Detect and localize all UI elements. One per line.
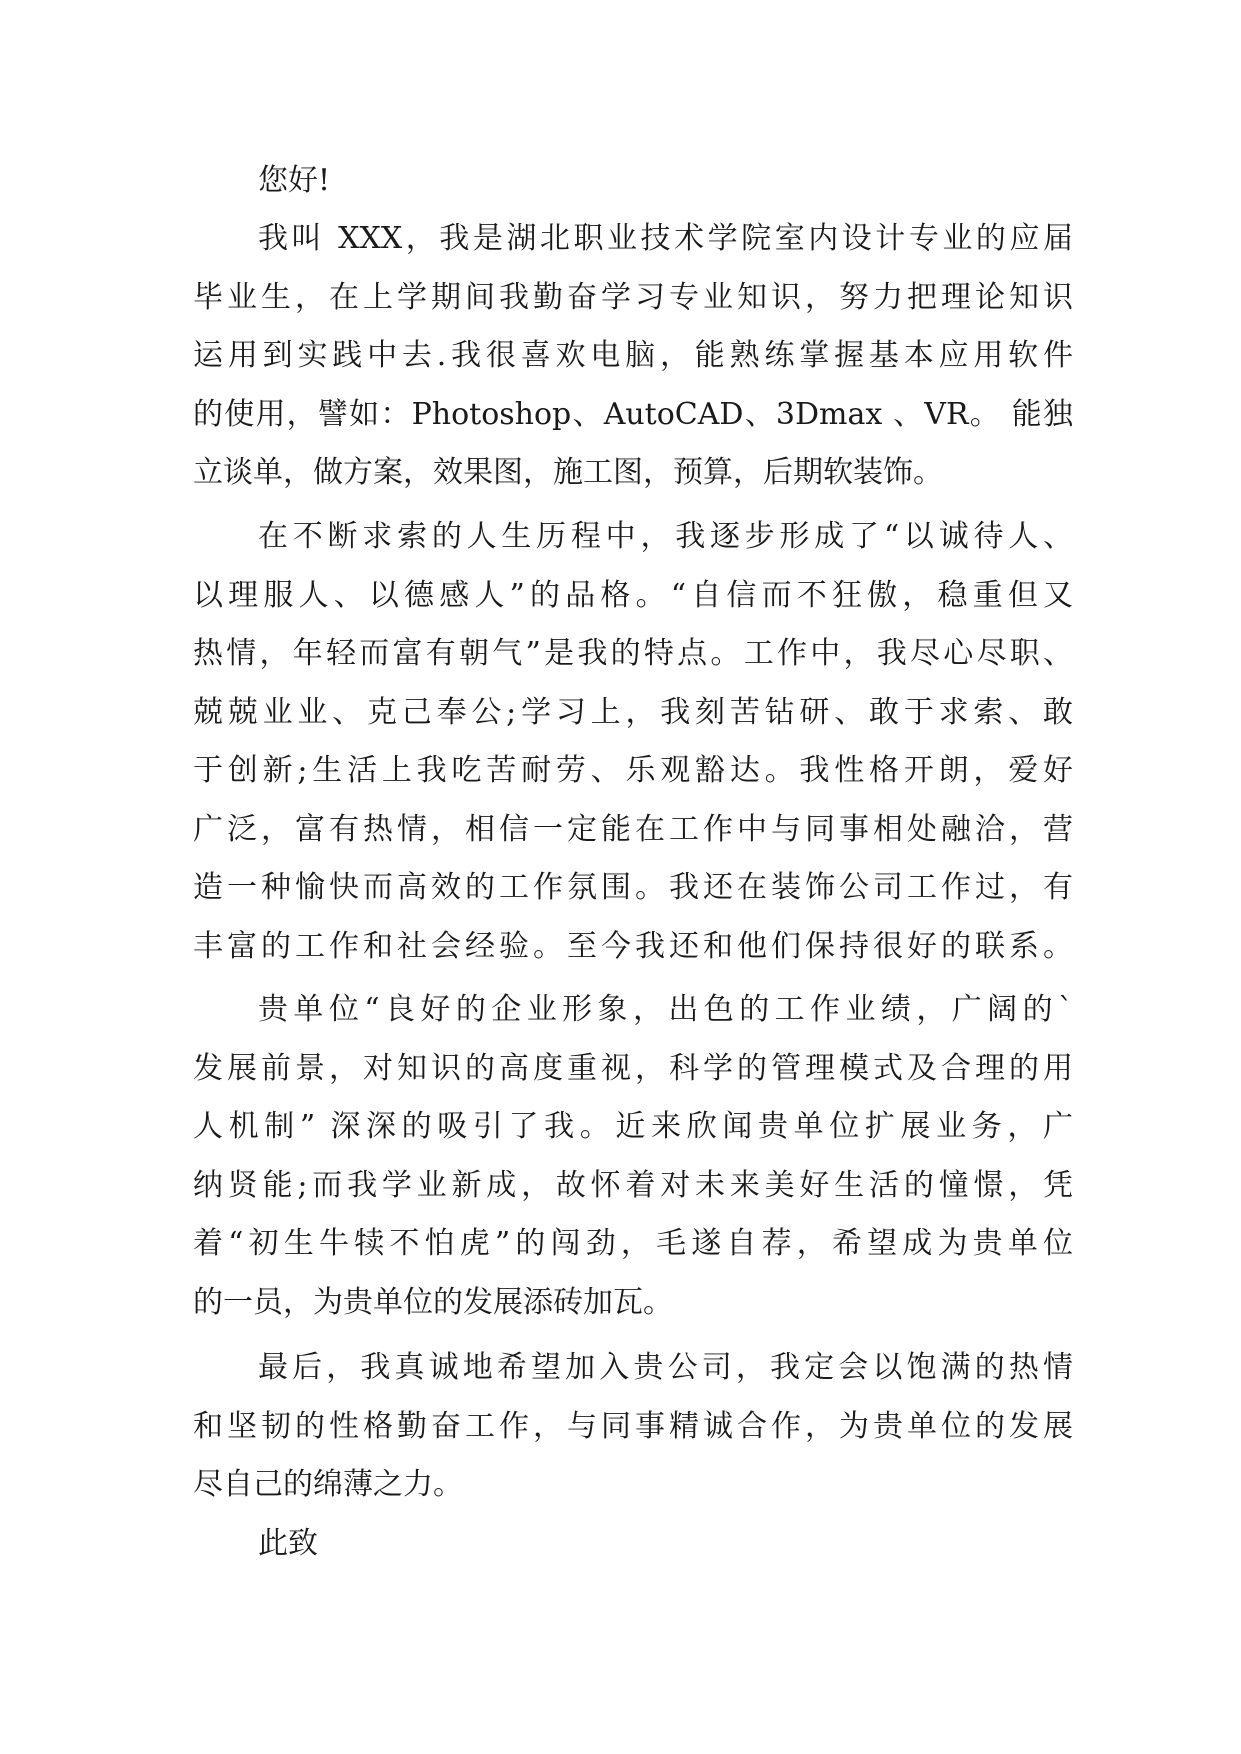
paragraph-line: 最后，我真诚地希望加入贵公司，我定会以饱满的热情 bbox=[258, 1350, 1073, 1385]
closing-text: 此致 bbox=[258, 1526, 318, 1561]
paragraph-line: 在不断求索的人生历程中，我逐步形成了“以诚待人、 bbox=[258, 519, 1073, 554]
paragraph-line: 纳贤能;而我学业新成，故怀着对未来美好生活的憧憬，凭 bbox=[193, 1167, 1073, 1203]
paragraph-line: 和坚韧的性格勤奋工作，与同事精诚合作，为贵单位的发展 bbox=[193, 1408, 1073, 1444]
paragraph-character bbox=[193, 508, 1073, 976]
paragraph-introduction bbox=[193, 210, 1073, 503]
paragraph-line: 兢兢业业、克己奉公;学习上，我刻苦钻研、敢于求索、敢 bbox=[193, 694, 1073, 730]
greeting-text: 您好! bbox=[258, 163, 331, 198]
paragraph-line: 的使用，譬如：Photoshop、AutoCAD、3Dmax 、VR。 能独 bbox=[193, 396, 1073, 432]
paragraph-line: 于创新;生活上我吃苦耐劳、乐观豁达。我性格开朗，爱好 bbox=[193, 753, 1073, 788]
paragraph-company bbox=[193, 981, 1073, 1332]
paragraph-line: 着“初生牛犊不怕虎”的闯劲，毛遂自荐，希望成为贵单位 bbox=[193, 1226, 1073, 1261]
paragraph-line: 发展前景，对知识的高度重视，科学的管理模式及合理的用 bbox=[193, 1050, 1073, 1086]
paragraph-line: 运用到实践中去.我很喜欢电脑，能熟练掌握基本应用软件 bbox=[193, 338, 1073, 373]
paragraph-line: 以理服人、以德感人”的品格。“自信而不狂傲，稳重但又 bbox=[193, 577, 1073, 613]
paragraph-conclusion bbox=[193, 1339, 1073, 1515]
paragraph-line: 广泛，富有热情，相信一定能在工作中与同事相处融洽，营 bbox=[193, 811, 1073, 847]
paragraph-line: 造一种愉快而高效的工作氛围。我还在装饰公司工作过，有 bbox=[193, 870, 1073, 905]
paragraph-line: 人机制” 深深的吸引了我。近来欣闻贵单位扩展业务，广 bbox=[193, 1109, 1073, 1144]
paragraph-line: 丰富的工作和社会经验。至今我还和他们保持很好的联系。 bbox=[193, 928, 1073, 964]
paragraph-line: 我叫 XXX，我是湖北职业技术学院室内设计专业的应届 bbox=[258, 221, 1073, 256]
paragraph-line: 尽自己的绵薄之力。 bbox=[193, 1467, 463, 1502]
paragraph-line: 立谈单，做方案，效果图，施工图，预算，后期软装饰。 bbox=[193, 455, 943, 490]
paragraph-line: 毕业生，在上学期间我勤奋学习专业知识，努力把理论知识 bbox=[193, 279, 1073, 315]
paragraph-line: 的一员，为贵单位的发展添砖加瓦。 bbox=[193, 1284, 673, 1320]
paragraph-line: 贵单位“良好的企业形象，出色的工作业绩，广阔的` bbox=[258, 992, 1073, 1027]
paragraph-line: 热情，年轻而富有朝气”是我的特点。工作中，我尽心尽职、 bbox=[193, 636, 1073, 671]
